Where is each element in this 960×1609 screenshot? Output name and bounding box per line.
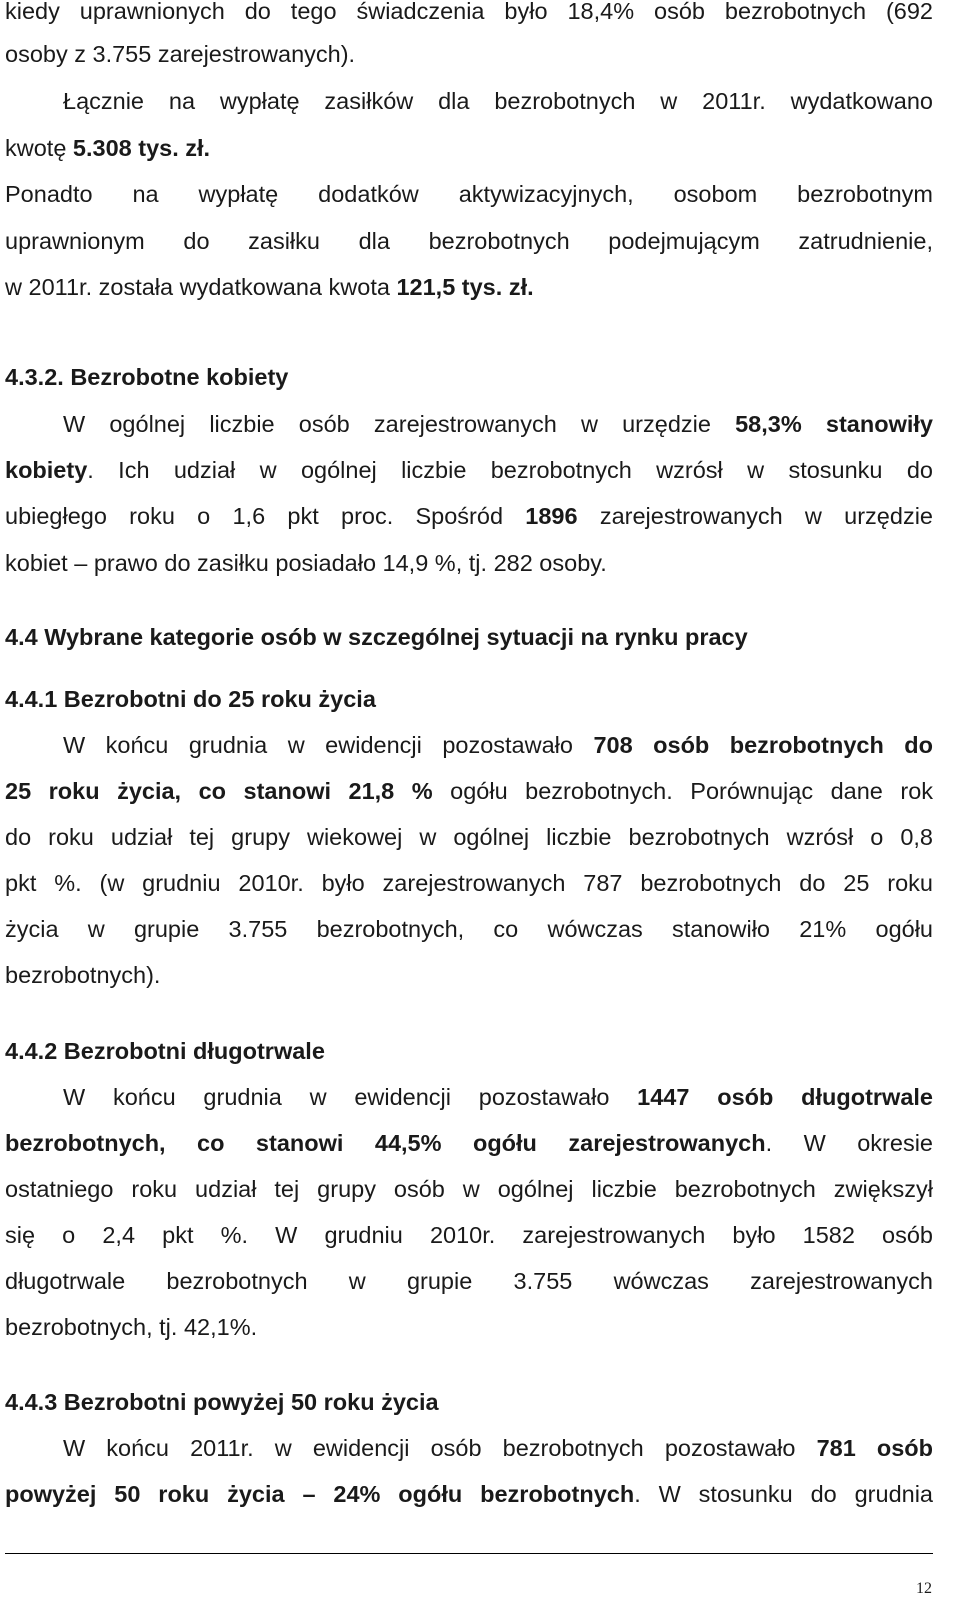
paragraph-line (5, 868, 933, 898)
text-span: W ogólnej liczbie osób zarejestrowanych w urzędzie (63, 411, 736, 437)
paragraph-line (5, 1312, 933, 1342)
highlight-bold: 25 roku życia, co stanowi 21,8 % (5, 778, 433, 804)
section-heading: 4.4.1 Bezrobotni do 25 roku życia (5, 686, 376, 712)
paragraph-line (5, 730, 933, 760)
paragraph-line (5, 1479, 933, 1509)
paragraph-line (5, 179, 933, 209)
text-span: życia w grupie 3.755 bezrobotnych, co wówczas stanowiło 21% ogółu (5, 916, 933, 942)
paragraph-line (5, 0, 933, 26)
text-span: Łącznie na wypłatę zasiłków dla bezrobotnych w 2011r. wydatkowano (63, 88, 933, 114)
paragraph-line (5, 1128, 933, 1158)
text-span: ogółu bezrobotnych. Porównując dane rok (432, 778, 934, 804)
paragraph-line (5, 548, 933, 578)
text-span: . W stosunku do grudnia (634, 1481, 934, 1507)
text-span: do roku udział tej grupy wiekowej w ogólnej liczbie bezrobotnych wzrósł o 0,8 (5, 824, 933, 850)
text-span: W końcu grudnia w ewidencji pozostawało (63, 1084, 638, 1110)
highlight-bold: kobiety (5, 457, 88, 483)
section-heading: 4.4.2 Bezrobotni długotrwale (5, 1038, 325, 1064)
paragraph-line (5, 1433, 933, 1463)
paragraph-line (5, 960, 933, 990)
section-heading: 4.4 Wybrane kategorie osób w szczególnej sytuacji na rynku pracy (5, 624, 748, 650)
text-span: bezrobotnych). (5, 962, 161, 988)
paragraph-line (5, 501, 933, 531)
page-number: 12 (916, 1580, 932, 1597)
text-span: kiedy uprawnionych do tego świadczenia było 18,4% osób bezrobotnych (692 (5, 0, 933, 24)
paragraph-line (5, 226, 933, 256)
paragraph-line (5, 1082, 933, 1112)
text-span: W końcu 2011r. w ewidencji osób bezrobotnych pozostawało (63, 1435, 817, 1461)
text-span: ostatniego roku udział tej grupy osób w ogólnej liczbie bezrobotnych zwiększył (5, 1176, 933, 1202)
amount-bold: 5.308 tys. zł. (72, 135, 211, 161)
highlight-bold: 781 osób (816, 1435, 933, 1461)
text-span: ubiegłego roku o 1,6 pkt proc. Spośród (5, 503, 526, 529)
text-span: pkt %. (w grudniu 2010r. było zarejestrowanych 787 bezrobotnych do 25 roku (5, 870, 933, 896)
highlight-bold: 708 osób bezrobotnych do (593, 732, 934, 758)
amount-bold: 121,5 tys. zł. (396, 274, 534, 300)
highlight-bold: powyżej 50 roku życia – 24% ogółu bezrobotnych (5, 1481, 635, 1507)
text-span: . Ich udział w ogólnej liczbie bezrobotnych wzrósł w stosunku do (87, 457, 933, 483)
footer-divider (5, 1553, 933, 1554)
highlight-bold: 58,3% stanowiły (735, 411, 933, 437)
highlight-bold: 1447 osób długotrwale (637, 1084, 933, 1110)
paragraph-line (5, 914, 933, 944)
paragraph-line (5, 1174, 933, 1204)
text-span: zarejestrowanych w urzędzie (577, 503, 933, 529)
paragraph-line (5, 39, 933, 69)
text-span: kwotę (5, 135, 73, 161)
text-span: W końcu grudnia w ewidencji pozostawało (63, 732, 594, 758)
text-span: Ponadto na wypłatę dodatków aktywizacyjnych, osobom bezrobotnym (5, 181, 933, 207)
section-heading: 4.3.2. Bezrobotne kobiety (5, 364, 289, 390)
text-span: uprawnionym do zasiłku dla bezrobotnych podejmującym zatrudnienie, (5, 228, 933, 254)
paragraph-line (5, 455, 933, 485)
text-span: kobiet – prawo do zasiłku posiadało 14,9 %, tj. 282 osoby. (5, 550, 607, 576)
text-span: bezrobotnych, tj. 42,1%. (5, 1314, 258, 1340)
text-span: . W okresie (765, 1130, 933, 1156)
highlight-bold: 1896 (525, 503, 578, 529)
paragraph-line (5, 1220, 933, 1250)
text-span: długotrwale bezrobotnych w grupie 3.755 wówczas zarejestrowanych (5, 1268, 933, 1294)
paragraph-line (5, 776, 933, 806)
paragraph-line (5, 822, 933, 852)
paragraph-line (5, 86, 933, 116)
text-span: osoby z 3.755 zarejestrowanych). (5, 41, 356, 67)
section-heading: 4.4.3 Bezrobotni powyżej 50 roku życia (5, 1389, 439, 1415)
paragraph-line (5, 272, 933, 302)
highlight-bold: bezrobotnych, co stanowi 44,5% ogółu zarejestrowanych (5, 1130, 766, 1156)
paragraph-line (5, 409, 933, 439)
text-span: się o 2,4 pkt %. W grudniu 2010r. zarejestrowanych było 1582 osób (5, 1222, 933, 1248)
text-span: w 2011r. została wydatkowana kwota (5, 274, 397, 300)
paragraph-line (5, 133, 933, 163)
paragraph-line (5, 1266, 933, 1296)
